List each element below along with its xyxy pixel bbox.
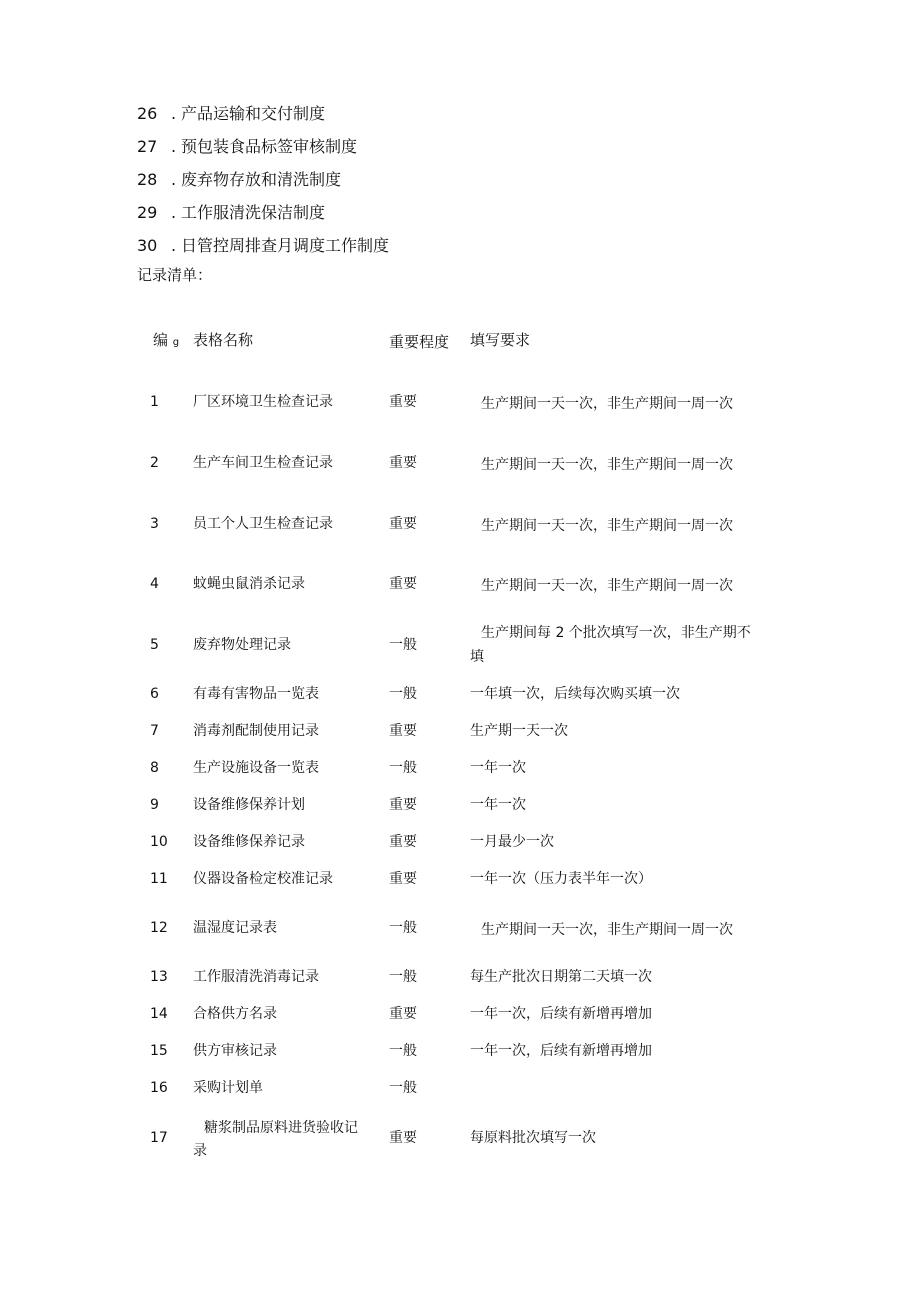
row-requirement: 一年一次 (470, 797, 526, 813)
row-number: 10 (150, 834, 168, 850)
row-importance: 一般 (389, 760, 417, 776)
row-form-name: 供方审核记录 (193, 1043, 277, 1059)
policy-number: 28 (137, 170, 158, 189)
policy-dot: . (171, 203, 177, 222)
row-number: 4 (150, 576, 159, 592)
row-requirement: 生产期间一天一次，非生产期间一周一次 (481, 457, 733, 473)
row-number: 6 (150, 686, 159, 702)
policy-item-30 (137, 236, 389, 256)
row-importance: 重要 (389, 1006, 417, 1022)
row-requirement: 生产期间一天一次，非生产期间一周一次 (481, 396, 733, 412)
policy-dot: . (171, 236, 177, 255)
row-form-name: 仪器设备检定校准记录 (193, 871, 333, 887)
row-importance: 重要 (389, 394, 417, 410)
row-form-name-line1: 糖浆制品原料进货验收记 (204, 1120, 358, 1136)
policy-number: 30 (137, 236, 158, 255)
records-list-title: 记录清单： (137, 266, 213, 284)
row-importance: 重要 (389, 1130, 417, 1146)
row-number: 2 (150, 455, 159, 471)
row-form-name: 温湿度记录表 (193, 920, 277, 936)
row-number: 16 (150, 1080, 168, 1096)
row-requirement: 一年一次 (470, 760, 526, 776)
header-number-text: 编 (153, 331, 169, 349)
row-form-name: 设备维修保养计划 (193, 797, 305, 813)
row-importance: 重要 (389, 797, 417, 813)
policy-item-29 (137, 203, 325, 223)
row-number: 15 (150, 1043, 168, 1059)
row-requirement: 生产期间一天一次，非生产期间一周一次 (481, 518, 733, 534)
row-requirement: 一月最少一次 (470, 834, 554, 850)
row-requirement: 每原料批次填写一次 (470, 1130, 596, 1146)
row-importance: 重要 (389, 576, 417, 592)
row-importance: 重要 (389, 834, 417, 850)
row-requirement: 生产期间一天一次，非生产期间一周一次 (481, 922, 733, 938)
row-form-name: 消毒剂配制使用记录 (193, 723, 319, 739)
row-number: 9 (150, 797, 159, 813)
row-requirement: 一年一次（压力表半年一次） (470, 871, 652, 887)
header-number (153, 330, 179, 353)
row-importance: 重要 (389, 516, 417, 532)
policy-number: 26 (137, 104, 158, 123)
row-number: 14 (150, 1006, 168, 1022)
header-form-name: 表格名称 (193, 331, 254, 349)
policy-text: 废弃物存放和清洗制度 (181, 170, 342, 189)
row-number: 7 (150, 723, 159, 739)
row-requirement-line2: 填 (470, 649, 484, 665)
policy-dot: . (171, 104, 177, 123)
row-number: 5 (150, 637, 159, 653)
policy-text: 产品运输和交付制度 (181, 104, 326, 123)
row-form-name-line2: 录 (193, 1143, 207, 1159)
policy-text: 日管控周排查月调度工作制度 (181, 236, 390, 255)
row-number: 1 (150, 394, 159, 410)
policy-text: 预包装食品标签审核制度 (181, 137, 358, 156)
policy-item-27 (137, 137, 357, 157)
row-form-name: 合格供方名录 (193, 1006, 277, 1022)
row-form-name: 设备维修保养记录 (193, 834, 305, 850)
policy-text: 工作服清洗保洁制度 (181, 203, 326, 222)
policy-item-26 (137, 104, 325, 124)
row-number: 13 (150, 969, 168, 985)
row-importance: 一般 (389, 637, 417, 653)
header-number-suffix: g (172, 337, 180, 348)
row-importance: 一般 (389, 1080, 417, 1096)
row-form-name: 工作服清洗消毒记录 (193, 969, 319, 985)
row-number: 17 (150, 1130, 168, 1146)
row-importance: 重要 (389, 871, 417, 887)
row-requirement: 每生产批次日期第二天填一次 (470, 969, 652, 985)
row-importance: 一般 (389, 686, 417, 702)
row-form-name: 蚊蝇虫鼠消杀记录 (193, 576, 305, 592)
row-requirement-line1: 生产期间每 2 个批次填写一次，非生产期不 (481, 625, 751, 641)
row-number: 8 (150, 760, 159, 776)
row-importance: 一般 (389, 1043, 417, 1059)
row-number: 3 (150, 516, 159, 532)
header-requirement: 填写要求 (470, 331, 531, 349)
policy-number: 27 (137, 137, 158, 156)
row-number: 11 (150, 871, 168, 887)
row-requirement: 生产期一天一次 (470, 723, 568, 739)
row-importance: 一般 (389, 969, 417, 985)
row-requirement: 一年填一次，后续每次购买填一次 (470, 686, 680, 702)
row-form-name: 生产设施设备一览表 (193, 760, 319, 776)
row-form-name: 生产车间卫生检查记录 (193, 455, 333, 471)
row-form-name: 有毒有害物品一览表 (193, 686, 319, 702)
row-requirement: 一年一次，后续有新增再增加 (470, 1043, 652, 1059)
row-requirement: 生产期间一天一次，非生产期间一周一次 (481, 578, 733, 594)
row-importance: 重要 (389, 723, 417, 739)
header-importance: 重要程度 (389, 333, 450, 351)
row-number: 12 (150, 920, 168, 936)
policy-item-28 (137, 170, 341, 190)
row-importance: 重要 (389, 455, 417, 471)
policy-number: 29 (137, 203, 158, 222)
row-form-name: 员工个人卫生检查记录 (193, 516, 333, 532)
row-importance: 一般 (389, 920, 417, 936)
policy-dot: . (171, 137, 177, 156)
policy-dot: . (171, 170, 177, 189)
row-form-name: 采购计划单 (193, 1080, 263, 1096)
row-requirement: 一年一次，后续有新增再增加 (470, 1006, 652, 1022)
row-form-name: 废弃物处理记录 (193, 637, 291, 653)
row-form-name: 厂区环境卫生检查记录 (193, 394, 333, 410)
